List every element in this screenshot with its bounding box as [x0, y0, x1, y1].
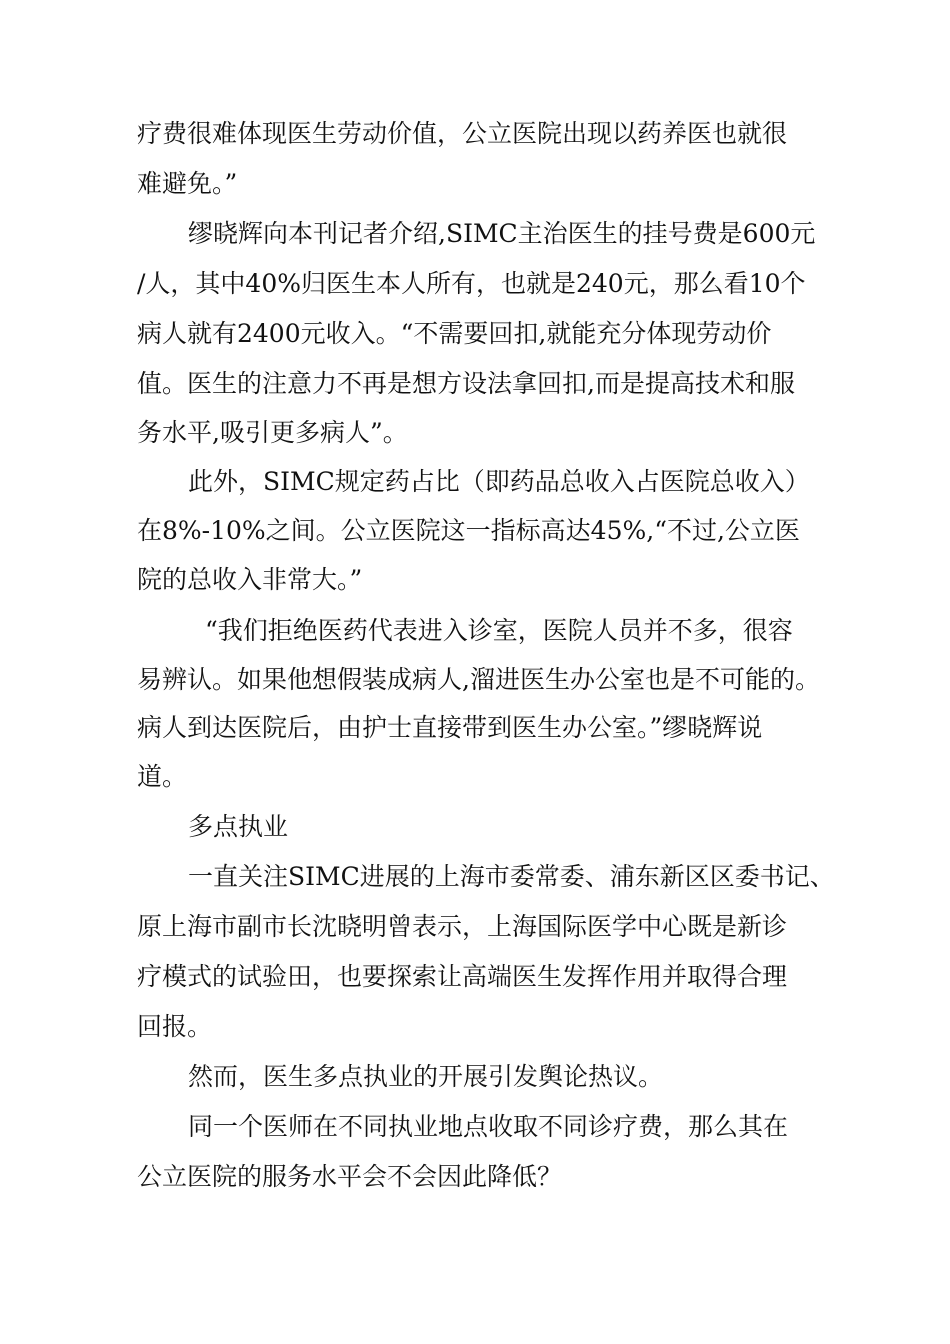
text-line: 疗费很难体现医生劳动价值，公立医院出现以药养医也就很: [137, 119, 788, 148]
text-line: 一直关注SIMC进展的上海市委常委、浦东新区区委书记、: [188, 862, 835, 891]
text-line: 在8%-10%之间。公立医院这一指标高达45%,“不过,公立医: [137, 516, 800, 545]
text-line: “我们拒绝医药代表进入诊室，医院人员并不多，很容: [205, 616, 793, 645]
text-line: 务水平,吸引更多病人”。: [137, 418, 408, 447]
text-line: 原上海市副市长沈晓明曾表示，上海国际医学中心既是新诊: [137, 912, 788, 941]
text-line: 道。: [137, 762, 188, 791]
text-line: 回报。: [137, 1012, 213, 1041]
text-line: 难避免。”: [137, 169, 238, 198]
text-line: 同一个医师在不同执业地点收取不同诊疗费，那么其在: [188, 1112, 789, 1141]
text-line: 公立医院的服务水平会不会因此降低？: [137, 1162, 563, 1191]
text-line: 易辨认。如果他想假装成病人,溜进医生办公室也是不可能的。: [137, 665, 820, 694]
text-line: 疗模式的试验田，也要探索让高端医生发挥作用并取得合理: [137, 962, 788, 991]
text-line: /人，其中40%归医生本人所有，也就是240元，那么看10个: [137, 269, 806, 298]
section-heading: 多点执业: [188, 812, 289, 841]
text-line: 此外，SIMC规定药占比（即药品总收入占医院总收入）: [188, 467, 810, 496]
text-line: 值。医生的注意力不再是想方设法拿回扣,而是提高技术和服: [137, 369, 795, 398]
text-line: 缪晓辉向本刊记者介绍,SIMC主治医生的挂号费是600元: [188, 219, 816, 248]
text-line: 病人就有2400元收入。“不需要回扣,就能充分体现劳动价: [137, 319, 772, 348]
text-line: 病人到达医院后，由护士直接带到医生办公室。”缪晓辉说: [137, 713, 763, 742]
text-line: 院的总收入非常大。”: [137, 565, 363, 594]
text-line: 然而，医生多点执业的开展引发舆论热议。: [188, 1062, 664, 1091]
